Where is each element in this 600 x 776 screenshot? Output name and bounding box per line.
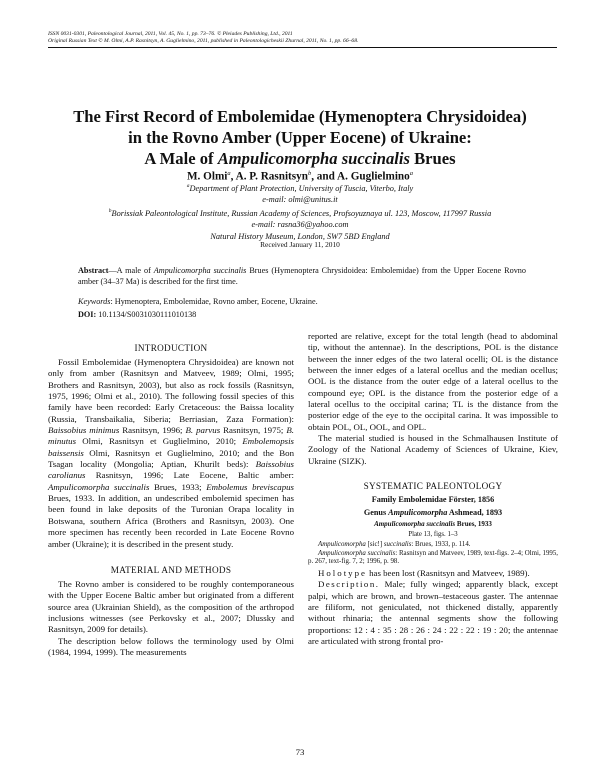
intro-text: Rasnitsyn, 1996; bbox=[119, 425, 186, 436]
author-guglielmino: A. Guglielmino bbox=[337, 170, 410, 183]
title-line-3-prefix: A Male of bbox=[144, 149, 218, 168]
material-methods-paragraph-1: The Rovno amber is considered to be roughly contemporaneous with the Upper Eocene Baltic amber but originated from a different source area (Ukrainian Shield), as the composition of the arthropod inclusions witnesses (see Perkovsky et al., 2007; Dlussky and Rasnitsyn, 2009 for details). bbox=[48, 578, 294, 635]
intro-species: Baissobius minimus bbox=[48, 425, 120, 436]
synonymy-1 bbox=[308, 541, 558, 550]
title-line-3 bbox=[40, 148, 560, 169]
genus-suffix: Ashmead, 1893 bbox=[447, 508, 503, 518]
affiliation-b-text: Borissiak Paleontological Institute, Russian Academy of Sciences, Profsoyuznaya ul. 123, Moscow, 117997 Russia bbox=[111, 208, 492, 218]
synonymy-text: : Rasnitsyn and Matveev, 1989, text-figs. 2–4; Olmi, 1995, p. 267, text-fig. 7, 2; 1996, p. 98. bbox=[308, 549, 558, 566]
synonymy-species: Ampulicomorpha succinalis bbox=[318, 549, 396, 557]
header-rule bbox=[48, 47, 557, 48]
holotype-paragraph bbox=[308, 568, 558, 579]
intro-text: Brues, 1933. In addition, an undescribed embolemid specimen has been found in lake deposits of the Turonian Orapa locality in Botswana, southern Africa (Brothers and Rasnitsyn, 2003). One more specimen has recently been recorded in Late Eocene Rovno amber (Ukraine); it is described in the present study. bbox=[48, 493, 294, 549]
title-line-3-suffix: Brues bbox=[409, 149, 456, 168]
synonymy-species: succinalis bbox=[383, 541, 412, 549]
abstract-label: Abstract bbox=[78, 266, 109, 275]
author-olmi-sup: a bbox=[227, 170, 231, 177]
holotype-text: has been lost (Rasnitsyn and Matveev, 1989). bbox=[366, 567, 530, 578]
intro-species: B. parvus bbox=[185, 425, 221, 436]
title-species: Ampulicomorpha succinalis bbox=[217, 149, 410, 168]
holotype-label: Holotype bbox=[318, 567, 367, 578]
abstract bbox=[78, 265, 526, 288]
affiliation-museum: Natural History Museum, London, SW7 5BD England bbox=[210, 231, 390, 241]
author-rasnitsyn: A. P. Rasnitsyn bbox=[235, 170, 308, 183]
material-methods-paragraph-2: The description below follows the terminology used by Olmi (1984, 1994, 1999). The measurements bbox=[48, 635, 294, 657]
intro-text: Olmi, Rasnitsyn et Guglielmino, 2010; bbox=[76, 436, 243, 447]
intro-species: B. minutus bbox=[48, 425, 294, 447]
journal-header-line2: Original Russian Text © M. Olmi, A.P. Rasnitsyn, A. Guglielmino, 2011, published in Paleontologicheskii Zhurnal, 2011, No. 1, pp. 66–68. bbox=[48, 38, 359, 44]
affiliation-a-email[interactable]: e-mail: olmi@unitus.it bbox=[262, 195, 338, 205]
species-heading bbox=[308, 519, 558, 530]
author-olmi: M. Olmi bbox=[186, 170, 228, 183]
page-number: 73 bbox=[295, 747, 305, 757]
genus-name: Ampulicomorpha bbox=[388, 508, 448, 518]
intro-species: Baissobius carolianus bbox=[48, 459, 294, 481]
title-line-2: in the Rovno Amber (Upper Eocene) of Ukraine: bbox=[128, 128, 472, 147]
description-label: Description. bbox=[318, 579, 380, 590]
introduction-heading: INTRODUCTION bbox=[134, 343, 208, 353]
synonymy-text: [sic!] bbox=[365, 541, 384, 549]
keywords-text: : Hymenoptera, Embolemidae, Rovno amber, Eocene, Ukraine. bbox=[110, 297, 318, 306]
author-sep: , bbox=[230, 170, 236, 183]
material-housing-paragraph: The material studied is housed in the Schmalhausen Institute of Zoology of the National Academy of Sciences of Ukraine, Kiev, Ukraine (SIZK). bbox=[308, 433, 558, 466]
plate-reference: Plate 13, figs. 1–3 bbox=[408, 531, 458, 539]
intro-species: Embolemus breviscapus bbox=[206, 481, 294, 492]
left-column bbox=[48, 342, 294, 658]
received-date: Received January 11, 2010 bbox=[260, 240, 340, 249]
affiliation-b-sup: b bbox=[108, 207, 112, 214]
affiliation-a-sup: a bbox=[186, 183, 190, 189]
author-guglielmino-sup: a bbox=[409, 170, 413, 177]
synonymy-text: : Brues, 1933, p. 114. bbox=[411, 541, 471, 549]
description-text: Male; fully winged; apparently black, except palpi, which are brown, and brown–testaceous gaster. The antennae are filiform, not geniculated, not thickened distally, apparently without rhinaria; the antennal segments show the following proportions: 12 : 4 : 35 : 28 : 26 : 24 : 22 : 22 : 19 : 20; the antennae are articulated with strong frontal pro- bbox=[308, 579, 558, 646]
right-column bbox=[308, 331, 558, 647]
material-methods-heading: MATERIAL AND METHODS bbox=[110, 564, 232, 575]
description-paragraph bbox=[308, 579, 558, 647]
doi[interactable] bbox=[78, 309, 526, 320]
keywords bbox=[78, 296, 526, 307]
title-line-1: The First Record of Embolemidae (Hymenoptera Chrysidoidea) bbox=[73, 107, 527, 126]
intro-text: Fossil Embolemidae (Hymenoptera Chrysidoidea) are known not only from amber (Rasnitsyn and Matveev, 1989; Olmi, 1995; Brothers and Rasnitsyn, 2003), but also as rock fossils (Rasnitsyn, 1975, 1996; Olmi et al., 2010). The following fossil species of this family have been recorded: Early Cretaceous: the Baissa locality (Russia, Transbaikalia, Siberia; Berriasian, Zaza Formation): bbox=[48, 357, 294, 424]
methods-continued-paragraph: reported are relative, except for the total length (head to abdominal tip, without the antennae). In the descriptions, POL is the distance between the inner edges of the two lateral ocelli; OL is the distance between the inner edges of a lateral ocellus and the median ocellus; OOL is the distance from the outer edge of a lateral ocellus to the compound eye; OPL is the distance from the posterior edge of a lateral ocellus to the occipital carina; TL is the distance from the posterior edge of the eye to the occipital carina. It was impossible to obtain POL, OL, OOL, and OPL. bbox=[308, 331, 558, 432]
intro-text: Olmi, Rasnitsyn et Guglielmino, 2010; and the Bon Tsagan locality (Mongolia; Aptian, Khurilt beds): bbox=[48, 447, 294, 470]
affiliations bbox=[40, 181, 560, 242]
author-sep: , and bbox=[311, 170, 338, 183]
genus-prefix: Genus bbox=[363, 508, 389, 518]
intro-text: Rasnitsyn, 1996; Late Eocene, Baltic amber: bbox=[85, 470, 294, 481]
journal-header-line1: ISSN 0031-0301, Paleontological Journal, 2011, Vol. 45, No. 1, pp. 73–76. © Pleiades Publishing, Ltd., 2011 bbox=[48, 31, 293, 37]
doi-label: DOI: bbox=[78, 310, 97, 319]
affiliation-a-text: Department of Plant Protection, University of Tuscia, Viterbo, Italy bbox=[189, 183, 414, 193]
synonymy-2 bbox=[308, 550, 558, 567]
abstract-text-1: —A male of bbox=[108, 266, 154, 275]
affiliation-b bbox=[40, 206, 560, 219]
species-suffix: Brues, 1933 bbox=[455, 520, 492, 529]
doi-value: 10.1134/S0031030111010138 bbox=[96, 310, 197, 319]
systematic-paleontology-heading: SYSTEMATIC PALEONTOLOGY bbox=[363, 481, 503, 492]
species-name: Ampulicomorpha succinalis bbox=[374, 520, 456, 529]
intro-species: Embolemopsis baissensis bbox=[48, 436, 294, 458]
family-heading: Family Embolemidae Förster, 1856 bbox=[371, 495, 495, 505]
author-rasnitsyn-sup: b bbox=[307, 170, 312, 177]
synonymy-genus: Ampulicomorpha bbox=[318, 541, 366, 549]
paper-title bbox=[40, 106, 560, 169]
keywords-label: Keywords bbox=[78, 297, 111, 306]
introduction-paragraph bbox=[48, 357, 294, 550]
genus-heading bbox=[308, 507, 558, 518]
affiliation-b-email[interactable]: e-mail: rasna36@yahoo.com bbox=[251, 220, 349, 230]
affiliation-a bbox=[40, 181, 560, 194]
abstract-species: Ampulicomorpha succinalis bbox=[153, 266, 247, 275]
intro-text: Brues, 1933; bbox=[149, 481, 207, 492]
intro-text: Rasnitsyn, 1975; bbox=[220, 425, 287, 436]
intro-species: Ampulicomorpha succinalis bbox=[48, 481, 150, 492]
abstract-text-2: Brues (Hymenoptera Chrysidoidea: Embolemidae) from the Upper Eocene Rovno amber (34–37 Ma) is described for the first time. bbox=[78, 266, 526, 287]
